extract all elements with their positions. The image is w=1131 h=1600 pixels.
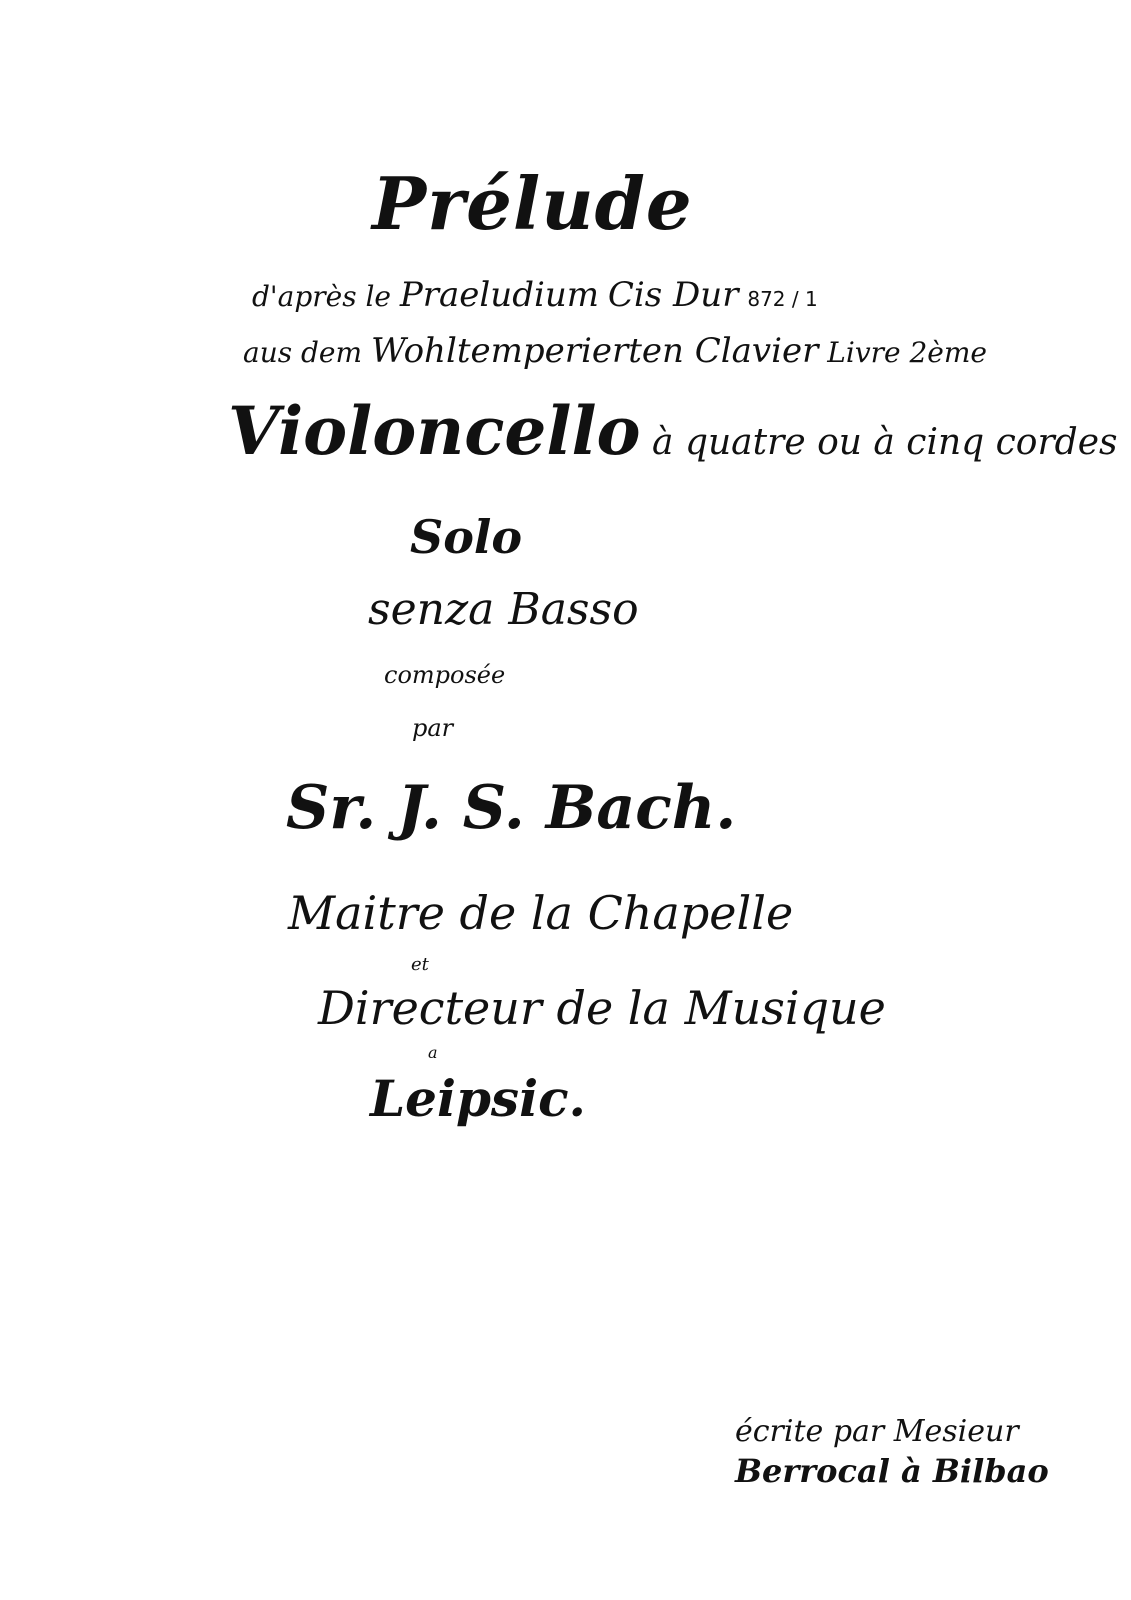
after-line	[252, 275, 818, 315]
instrument-line	[228, 392, 1118, 470]
after-prefix: d'après le	[252, 280, 391, 313]
source-line	[243, 331, 987, 371]
instrument-name: ioloncello	[278, 392, 641, 470]
senza-basso-label: senza Basso	[368, 584, 639, 635]
composer-name: Sr. J. S. Bach.	[286, 773, 737, 843]
city-name: Leipsic.	[370, 1069, 586, 1128]
composer-position-2: Directeur de la Musique	[318, 981, 886, 1035]
scribe-line-1: écrite par Mesieur	[735, 1414, 1019, 1449]
a-label: a	[428, 1043, 438, 1062]
collection-name: Wohltemperierten Clavier	[370, 331, 819, 371]
et-label: et	[411, 954, 429, 975]
instrument-initial: V	[228, 392, 279, 470]
composer-position-1: Maitre de la Chapelle	[288, 886, 794, 940]
source-prefix: aus dem	[243, 336, 363, 369]
work-key: Cis Dur	[607, 275, 739, 315]
par-label: par	[412, 714, 454, 742]
page-title: Prélude	[372, 161, 693, 246]
instrument-detail: à quatre ou à cinq cordes	[652, 422, 1118, 463]
solo-label: Solo	[410, 510, 523, 564]
work-name: Praeludium	[399, 275, 599, 315]
catalog-number: 872 / 1	[747, 287, 818, 311]
composed-label: composée	[384, 661, 506, 689]
scribe-line-2: Berrocal à Bilbao	[735, 1452, 1049, 1490]
volume-label: Livre 2ème	[827, 336, 987, 369]
